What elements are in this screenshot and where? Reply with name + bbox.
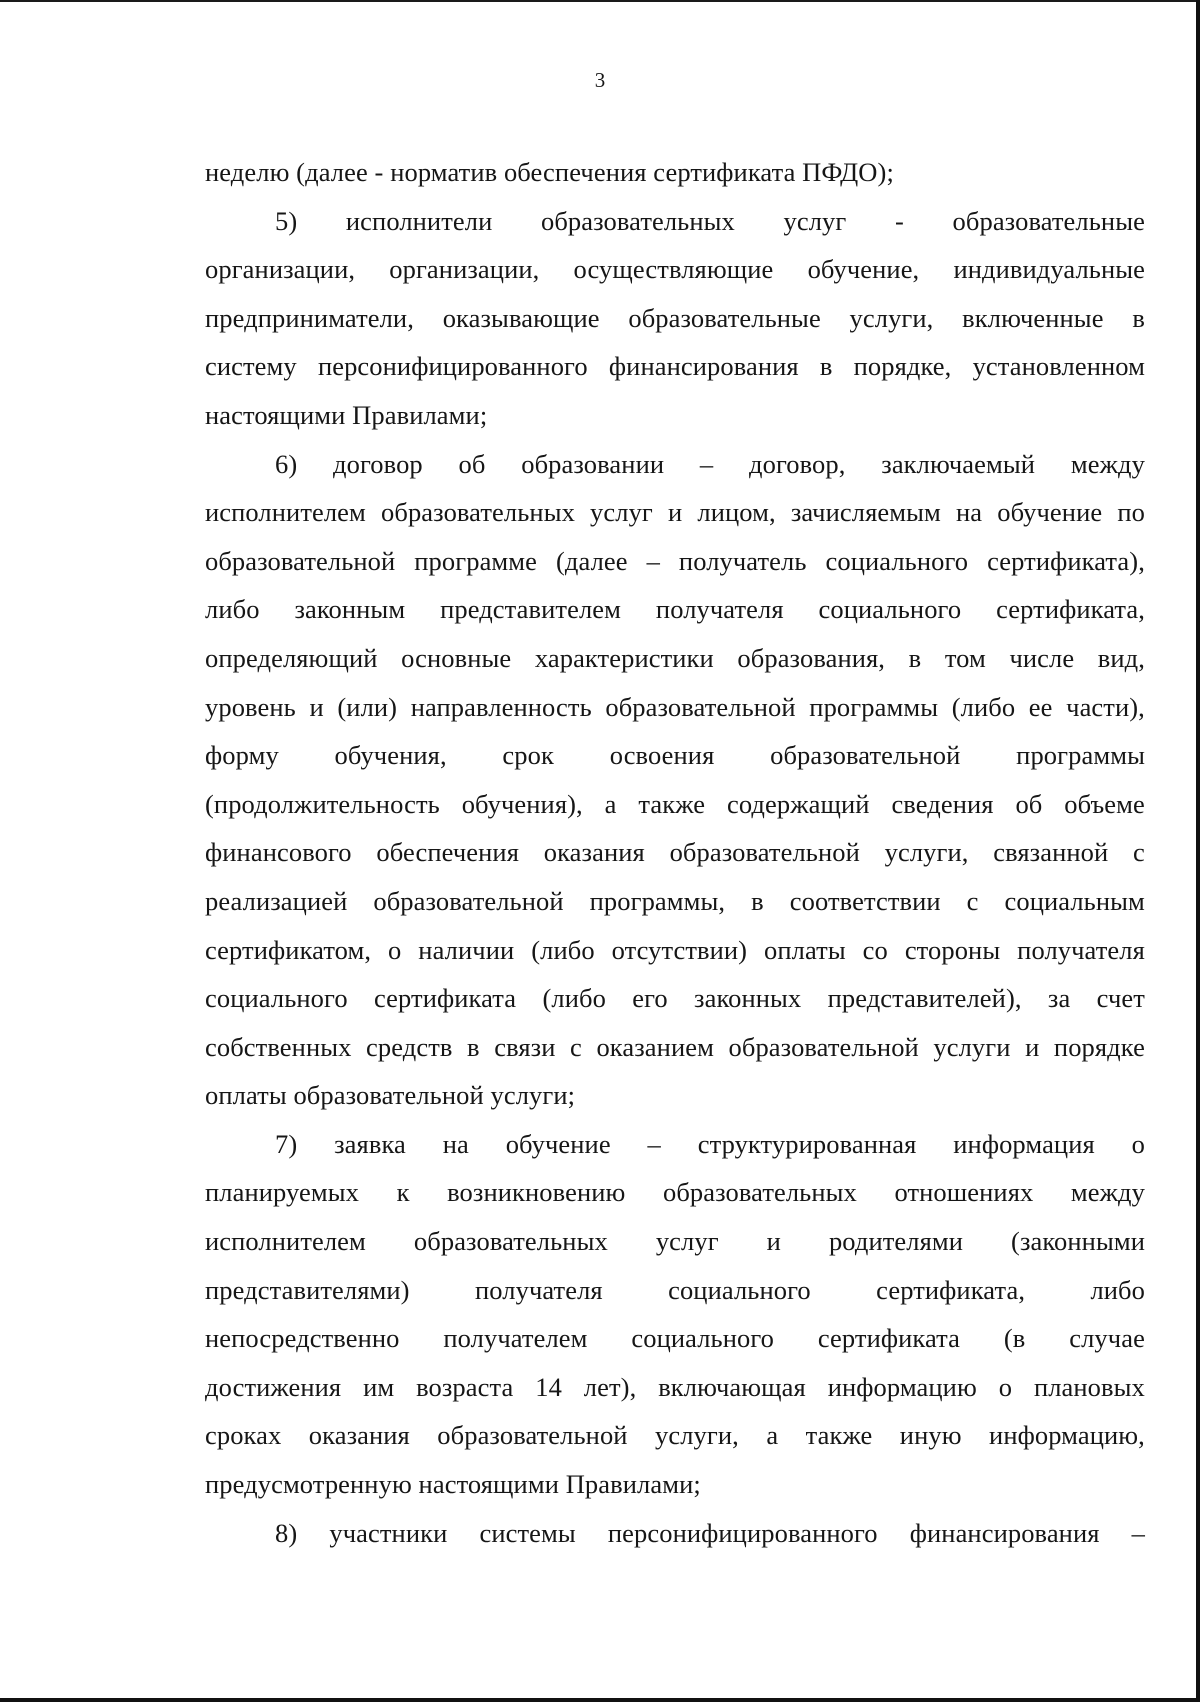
word: получателя — [655, 594, 784, 625]
word: получателя — [1017, 934, 1145, 965]
text-line — [205, 683, 1145, 732]
word: отношениях — [894, 1177, 1034, 1208]
word: социального — [205, 983, 348, 1014]
word: случае — [1069, 1323, 1145, 1354]
word: (либо — [542, 983, 606, 1014]
word: также — [638, 788, 706, 819]
text-line — [205, 1217, 1145, 1266]
word: и — [1025, 1031, 1040, 1062]
word: законным — [294, 594, 406, 625]
word: сертификатом, — [205, 934, 372, 965]
word: образовательной — [205, 545, 396, 576]
word: с — [570, 1031, 582, 1062]
word: персонифицированного — [317, 351, 588, 382]
text-line — [205, 1314, 1145, 1363]
word: информация — [953, 1128, 1095, 1159]
word: системы — [479, 1517, 576, 1548]
word: планируемых — [205, 1177, 360, 1208]
word: характеристики — [534, 642, 714, 673]
scan-edge-right — [1196, 0, 1200, 1702]
word: услуг — [783, 205, 847, 236]
word: договор, — [749, 448, 846, 479]
word: заявка — [334, 1128, 406, 1159]
word: обучение — [505, 1128, 611, 1159]
text-line — [205, 294, 1145, 343]
word: и — [766, 1226, 781, 1257]
word: отсутствии) — [611, 934, 748, 965]
word: персонифицированного — [607, 1517, 878, 1548]
word: определяющий — [205, 642, 378, 673]
word: образовательных — [662, 1177, 857, 1208]
word: образовательных — [540, 205, 735, 236]
word: его — [632, 983, 668, 1014]
word: (в — [1003, 1323, 1026, 1354]
word: - — [894, 205, 904, 236]
text-line — [205, 731, 1145, 780]
word: либо — [205, 594, 260, 625]
word: представителем — [440, 594, 622, 625]
document-body — [205, 148, 1145, 1557]
word: вид, — [1097, 642, 1145, 673]
word: срок — [502, 740, 554, 771]
word: также — [805, 1420, 873, 1451]
word: части), — [1066, 691, 1145, 722]
word: 5) — [275, 205, 298, 236]
word: 8) — [275, 1517, 298, 1548]
word: обучения), — [461, 788, 583, 819]
word: финансирования — [608, 351, 799, 382]
word: достижения — [205, 1371, 342, 1402]
text-line — [205, 245, 1145, 294]
text-line — [205, 974, 1145, 1023]
word: договор — [333, 448, 423, 479]
word: связи — [494, 1031, 556, 1062]
word: (либо — [531, 934, 595, 965]
word: сроках — [205, 1420, 282, 1451]
text-line: неделю (далее - норматив обеспечения сертификата ПФДО); — [205, 157, 894, 187]
text-line — [205, 1120, 1145, 1169]
word: со — [862, 934, 888, 965]
word: образования, — [737, 642, 886, 673]
word: образовательные — [628, 302, 821, 333]
word: счет — [1096, 983, 1145, 1014]
word: установленном — [972, 351, 1145, 382]
word: об — [1015, 788, 1043, 819]
text-line: настоящими Правилами; — [205, 399, 488, 430]
word: родителями — [828, 1226, 964, 1257]
word: 14 — [535, 1371, 562, 1402]
word: в — [819, 351, 833, 382]
text-line: предусмотренную настоящими Правилами; — [205, 1469, 701, 1500]
word: в — [908, 642, 922, 673]
word: осуществляющие — [573, 254, 774, 285]
word: сертификата, — [996, 594, 1145, 625]
word: включающая — [658, 1371, 806, 1402]
word: (продолжительность — [205, 788, 440, 819]
word: получателя — [474, 1274, 603, 1305]
word: услуги, — [884, 837, 969, 868]
word: объеме — [1064, 788, 1145, 819]
word: сведения — [891, 788, 994, 819]
word: – — [646, 545, 660, 576]
word: включенные — [962, 302, 1104, 333]
word: программе — [414, 545, 538, 576]
word: собственных — [205, 1031, 352, 1062]
word: индивидуальные — [953, 254, 1145, 285]
word: участники — [329, 1517, 448, 1548]
word: средств — [366, 1031, 453, 1062]
word: обучение — [997, 497, 1103, 528]
word: представителей), — [827, 983, 1022, 1014]
text-line — [205, 877, 1145, 926]
word: а — [604, 788, 617, 819]
word: исполнителем — [205, 1226, 366, 1257]
word: на — [442, 1128, 469, 1159]
word: образовательной — [728, 1031, 919, 1062]
text-line — [205, 1023, 1145, 1072]
word: оказывающие — [442, 302, 600, 333]
word: образовательные — [952, 205, 1145, 236]
word: образовании — [521, 448, 665, 479]
word: образовательных — [413, 1226, 608, 1257]
word: освоения — [609, 740, 715, 771]
word: (либо — [951, 691, 1016, 722]
word: направленность — [410, 691, 592, 722]
word: порядке, — [853, 351, 952, 382]
word: им — [363, 1371, 395, 1402]
word: услуги, — [655, 1420, 739, 1451]
word: о — [1131, 1128, 1145, 1159]
word: образовательной — [669, 837, 860, 868]
word: между — [1070, 448, 1145, 479]
word: оказания — [543, 837, 645, 868]
word: о — [998, 1371, 1013, 1402]
word: программы, — [589, 885, 726, 916]
text-line: оплаты образовательной услуги; — [205, 1080, 576, 1111]
text-line — [205, 780, 1145, 829]
word: сертификата — [373, 983, 517, 1014]
word: сертификата), — [987, 545, 1145, 576]
word: информацию, — [989, 1420, 1145, 1451]
word: программы — [809, 691, 939, 722]
word: – — [699, 448, 714, 479]
word: заключаемый — [881, 448, 1036, 479]
word: том — [944, 642, 986, 673]
word: иную — [899, 1420, 962, 1451]
text-line — [205, 342, 1145, 391]
word: с — [1133, 837, 1145, 868]
word: и — [668, 497, 683, 528]
word: уровень — [205, 691, 296, 722]
word: сертификата — [817, 1323, 961, 1354]
word: зачисляемым — [790, 497, 941, 528]
word: представителями) — [205, 1274, 410, 1305]
text-line — [205, 1363, 1145, 1412]
word: (далее — [555, 545, 628, 576]
word: лицом, — [697, 497, 776, 528]
word: предприниматели, — [205, 302, 414, 333]
text-line — [205, 1266, 1145, 1315]
word: обучения, — [334, 740, 447, 771]
word: о — [388, 934, 402, 965]
scan-edge-bottom — [0, 1698, 1200, 1702]
text-line — [205, 1411, 1145, 1460]
text-line — [205, 1168, 1145, 1217]
word: финансового — [205, 837, 352, 868]
word: образовательной — [373, 885, 564, 916]
word: социального — [631, 1323, 775, 1354]
word: сертификата, — [876, 1274, 1026, 1305]
word: стороны — [904, 934, 1001, 965]
word: систему — [205, 351, 297, 382]
word: наличии — [418, 934, 515, 965]
word: с — [966, 885, 979, 916]
word: на — [955, 497, 983, 528]
word: 6) — [275, 448, 298, 479]
word: между — [1070, 1177, 1145, 1208]
word: плановых — [1033, 1371, 1145, 1402]
word: оказания — [308, 1420, 410, 1451]
scan-edge-top — [0, 0, 1200, 2]
word: в — [1132, 302, 1145, 333]
word: услуг — [590, 497, 653, 528]
word: организации, — [389, 254, 540, 285]
word: программы — [1016, 740, 1145, 771]
word: исполнителем — [205, 497, 366, 528]
word: информацию — [827, 1371, 977, 1402]
word: за — [1047, 983, 1071, 1014]
word: возраста — [416, 1371, 514, 1402]
word: в — [467, 1031, 480, 1062]
word: образовательных — [381, 497, 575, 528]
word: ее — [1028, 691, 1053, 722]
word: услуги — [933, 1031, 1011, 1062]
word: форму — [205, 740, 279, 771]
word: реализацией — [205, 885, 348, 916]
word: – — [1131, 1517, 1145, 1548]
word: либо — [1090, 1274, 1145, 1305]
word: (законными — [1011, 1226, 1145, 1257]
text-line — [205, 926, 1145, 975]
word: (или) — [337, 691, 398, 722]
word: к — [396, 1177, 410, 1208]
word: обеспечения — [376, 837, 519, 868]
word: лет), — [583, 1371, 637, 1402]
text-line — [205, 440, 1145, 489]
text-line — [205, 537, 1145, 586]
word: социальным — [1004, 885, 1145, 916]
page-number: 3 — [594, 68, 606, 92]
word: услуги, — [849, 302, 934, 333]
text-line — [205, 488, 1145, 537]
word: организации, — [205, 254, 356, 285]
word: оказанием — [596, 1031, 714, 1062]
word: образовательной — [770, 740, 961, 771]
word: об — [458, 448, 486, 479]
word: образовательной — [605, 691, 796, 722]
word: структурированная — [697, 1128, 917, 1159]
word: законных — [694, 983, 802, 1014]
word: образовательной — [437, 1420, 628, 1451]
text-line — [205, 634, 1145, 683]
text-line — [205, 197, 1145, 246]
word: числе — [1009, 642, 1075, 673]
word: получателем — [443, 1323, 588, 1354]
word: непосредственно — [205, 1323, 400, 1354]
word: социального — [668, 1274, 811, 1305]
word: социального — [818, 594, 962, 625]
word: порядке — [1053, 1031, 1145, 1062]
word: 7) — [275, 1128, 298, 1159]
word: получатель — [678, 545, 807, 576]
word: услуг — [655, 1226, 719, 1257]
word: связанной — [993, 837, 1109, 868]
word: обучение, — [807, 254, 920, 285]
word: социального — [825, 545, 969, 576]
word: в — [751, 885, 764, 916]
text-line — [205, 585, 1145, 634]
word: – — [647, 1128, 661, 1159]
word: возникновению — [447, 1177, 626, 1208]
word: соответствии — [789, 885, 941, 916]
text-line — [205, 828, 1145, 877]
word: и — [309, 691, 324, 722]
word: по — [1117, 497, 1145, 528]
word: а — [766, 1420, 779, 1451]
word: финансирования — [909, 1517, 1100, 1548]
word: исполнители — [345, 205, 493, 236]
word: оплаты — [764, 934, 846, 965]
word: содержащий — [726, 788, 870, 819]
word: основные — [401, 642, 512, 673]
text-line — [205, 1509, 1145, 1558]
